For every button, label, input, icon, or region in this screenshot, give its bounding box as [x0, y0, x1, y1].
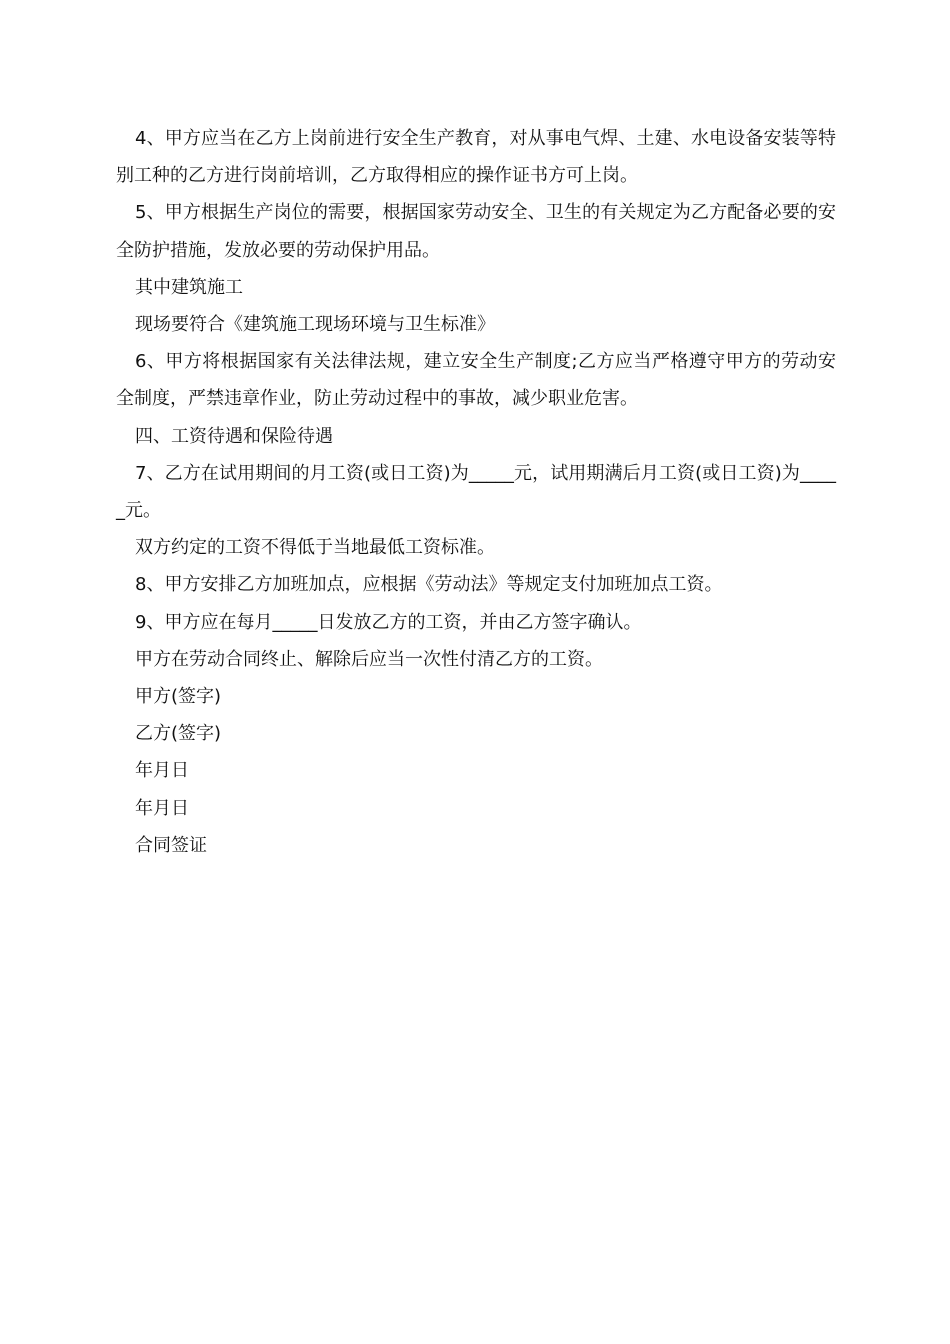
site-standard-note: 现场要符合《建筑施工现场环境与卫生标准》	[135, 314, 495, 336]
clause-4-safety-education: 4、甲方应当在乙方上岗前进行安全生产教育，对从事电气焊、土建、水电设备安装等特别工种的乙方进行岗前培训，乙方取得相应的操作证书方可上岗。	[116, 128, 836, 187]
date-line-a: 年月日	[135, 760, 189, 782]
clause-5-protection-measures: 5、甲方根据生产岗位的需要，根据国家劳动安全、卫生的有关规定为乙方配备必要的安全防护措施，发放必要的劳动保护用品。	[116, 202, 836, 261]
date-line-b: 年月日	[135, 797, 189, 819]
clause-6-safety-rules: 6、甲方将根据国家有关法律法规，建立安全生产制度;乙方应当严格遵守甲方的劳动安全制度，严禁违章作业，防止劳动过程中的事故，减少职业危害。	[116, 351, 836, 410]
clause-8-overtime: 8、甲方安排乙方加班加点，应根据《劳动法》等规定支付加班加点工资。	[135, 574, 723, 596]
clause-9-payday: 9、甲方应在每月_____日发放乙方的工资，并由乙方签字确认。	[135, 611, 642, 633]
party-a-signature: 甲方(签字)	[135, 686, 222, 708]
section-4-heading: 四、工资待遇和保险待遇	[135, 425, 333, 447]
minimum-wage-note: 双方约定的工资不得低于当地最低工资标准。	[135, 537, 495, 559]
contract-attestation: 合同签证	[135, 834, 207, 856]
party-b-signature: 乙方(签字)	[135, 723, 222, 745]
clause-7-wages: 7、乙方在试用期间的月工资(或日工资)为_____元，试用期满后月工资(或日工资)为_____元。	[116, 462, 836, 522]
final-payment-note: 甲方在劳动合同终止、解除后应当一次性付清乙方的工资。	[135, 648, 603, 670]
construction-note: 其中建筑施工	[135, 276, 243, 298]
document-body	[116, 120, 836, 864]
